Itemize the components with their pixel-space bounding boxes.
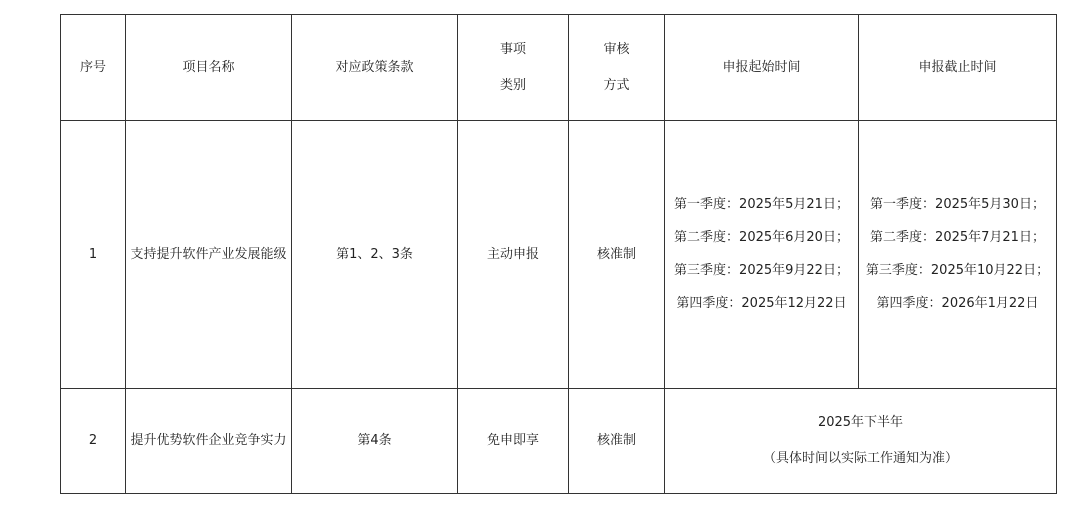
header-audit-method — [569, 15, 665, 121]
header-end-time: 申报截止时间 — [859, 15, 1057, 121]
cell-seq: 1 — [61, 121, 126, 389]
table-row — [61, 121, 1057, 389]
start-time-q2: 第二季度：2025年6月20日； — [674, 230, 849, 245]
policy-table — [60, 14, 1057, 494]
start-time-q3: 第三季度：2025年9月22日； — [674, 263, 849, 278]
header-start-time: 申报起始时间 — [665, 15, 859, 121]
header-seq: 序号 — [61, 15, 126, 121]
end-time-q3: 第三季度：2025年10月22日； — [865, 263, 1050, 278]
end-time-q4: 第四季度：2026年1月22日 — [876, 296, 1039, 311]
cell-policy-clause: 第4条 — [292, 389, 458, 494]
header-item-type-line2: 类别 — [499, 77, 526, 93]
cell-policy-clause: 第1、2、3条 — [292, 121, 458, 389]
header-policy-clause: 对应政策条款 — [292, 15, 458, 121]
cell-project-name: 提升优势软件企业竞争实力 — [126, 389, 292, 494]
header-item-type-line1: 事项 — [499, 41, 526, 57]
cell-audit-method: 核准制 — [569, 389, 665, 494]
header-project-name: 项目名称 — [126, 15, 292, 121]
start-time-q1: 第一季度：2025年5月21日； — [674, 197, 849, 212]
header-audit-method-line1: 审核 — [603, 41, 630, 57]
header-item-type — [458, 15, 569, 121]
start-time-q4: 第四季度：2025年12月22日 — [676, 296, 847, 311]
cell-application-period — [665, 389, 1057, 494]
cell-end-times — [859, 121, 1057, 389]
table-row — [61, 389, 1057, 494]
header-audit-method-line2: 方式 — [603, 77, 630, 93]
end-time-q1: 第一季度：2025年5月30日； — [870, 197, 1045, 212]
cell-start-times — [665, 121, 859, 389]
cell-audit-method: 核准制 — [569, 121, 665, 389]
cell-item-type: 免申即享 — [458, 389, 569, 494]
cell-item-type: 主动申报 — [458, 121, 569, 389]
end-time-q2: 第二季度：2025年7月21日； — [870, 230, 1045, 245]
cell-seq: 2 — [61, 389, 126, 494]
cell-project-name: 支持提升软件产业发展能级 — [126, 121, 292, 389]
table-header-row — [61, 15, 1057, 121]
period-line1: 2025年下半年 — [817, 415, 904, 430]
period-line2: （具体时间以实际工作通知为准） — [762, 451, 958, 466]
